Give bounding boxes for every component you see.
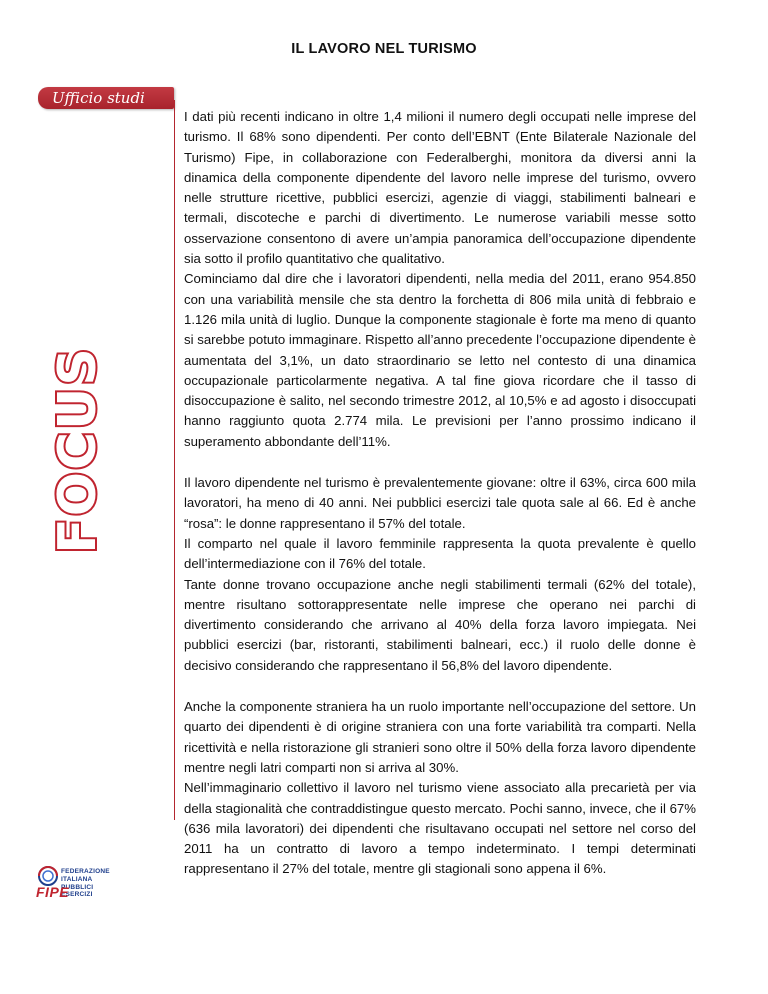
vertical-divider xyxy=(174,100,175,820)
article-body xyxy=(184,107,696,880)
page-title: IL LAVORO NEL TURISMO xyxy=(291,41,477,57)
section-badge: Ufficio studi xyxy=(38,87,174,109)
paragraph: I dati più recenti indicano in oltre 1,4 milioni il numero degli occupati nelle imprese del turismo. Il 68% sono dipendenti. Per conto dell’EBNT (Ente Bilaterale Nazionale del Turismo) Fipe, in collaborazione con Federalberghi, monitora da diversi anni la dinamica della componente dipendente del lavoro nelle imprese del turismo, ovvero nelle strutture ricettive, pubblici esercizi, agenzie di viaggi, stabilimenti balneari e termali, discoteche e parchi di divertimento. Le numerose variabili messe sotto osservazione consentono di avere un’ampia panoramica dell’occupazione dipendente sia sotto il profilo quantitativo che qualitativo. xyxy=(184,109,696,267)
paragraph: Nell’immaginario collettivo il lavoro nel turismo viene associato alla precarietà per via della stagionalità che contraddistingue questo mercato. Pochi sanno, invece, che il 67% (636 mila lavoratori) dei dipendenti che risultavano occupati nel settore nel corso del 2011 ha un contratto di lavoro a tempo indeterminato. I tempi determinati rappresentano il 27% del totale, mentre gli stagionali sono appena il 6%. xyxy=(184,780,696,877)
paragraph: Cominciamo dal dire che i lavoratori dipendenti, nella media del 2011, erano 954.850 con una variabilità mensile che sta dentro la forchetta di 806 mila unità di febbraio e 1.126 mila unità di luglio. Dunque la componente stagionale è forte ma meno di quanto si sarebbe potuto immaginare. Rispetto all’anno precedente l’occupazione dipendente è aumentata del 3,1%, un dato straordinario se letto nel contesto di una dinamica occupazionale particolarmente negativa. A tal fine giova ricordare che il tasso di disoccupazione è salito, nel secondo trimestre 2012, al 10,5% e ad agosto i disoccupati hanno raggiunto quota 2.774 mila. Le previsioni per l’anno prossimo indicano il superamento abbondante dell’11%. xyxy=(184,271,696,449)
logo-wordmark: FEDERAZIONE ITALIANA PUBBLICI ESERCIZI xyxy=(61,868,110,899)
paragraph: Il comparto nel quale il lavoro femminile rappresenta la quota prevalente è quello dell’intermediazione con il 76% del totale. xyxy=(184,535,696,572)
paragraph: Anche la componente straniera ha un ruolo importante nell’occupazione del settore. Un quarto dei dipendenti è di origine straniera con una forte variabilità tra comparti. Nella ricettività e nella ristorazione gli stranieri sono oltre il 50% della forza lavoro dipendente mentre negli latri comparti non si arriva al 30%. xyxy=(184,699,696,775)
paragraph: Il lavoro dipendente nel turismo è prevalentemente giovane: oltre il 63%, circa 600 mila lavoratori, ha meno di 40 anni. Nei pubblici esercizi tale quota sale al 66. Ed è anche “rosa”: le donne rappresentano il 57% del totale. xyxy=(184,475,696,531)
focus-vertical-label: FOCUS xyxy=(48,346,108,554)
logo-mark: FIPE xyxy=(36,884,70,900)
paragraph: Tante donne trovano occupazione anche negli stabilimenti termali (62% del totale), mentre risultano sottorappresentate nelle imprese che operano nei parchi di divertimento considerando che arrivano al 40% della forza lavoro impiegata. Nei pubblici esercizi (bar, ristoranti, stabilimenti balneari, ecc.) il ruolo delle donne è decisivo considerando che rappresentano il 56,8% del lavoro dipendente. xyxy=(184,576,696,673)
